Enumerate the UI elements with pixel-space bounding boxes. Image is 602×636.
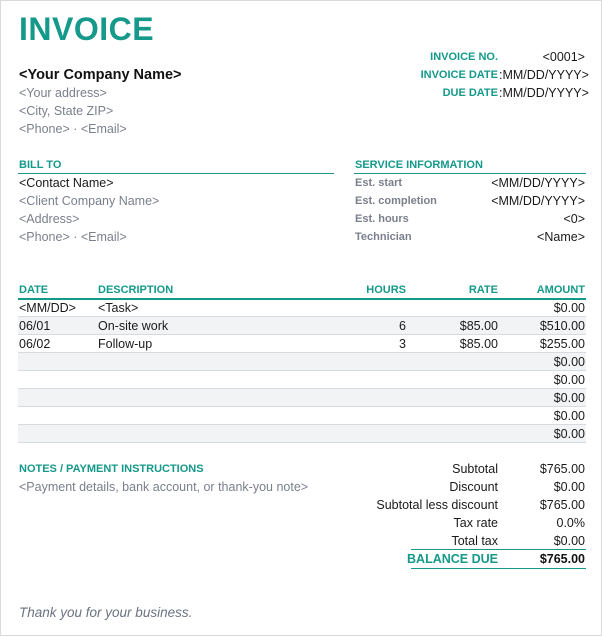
- item-amount: $0.00: [553, 391, 585, 405]
- balance-due-value: $765.00: [539, 552, 585, 566]
- item-amount: $0.00: [553, 427, 585, 441]
- table-row: [18, 389, 586, 407]
- column-header-hours: HOURS: [366, 284, 406, 296]
- bill-to-contact-name: <Contact Name>: [19, 176, 114, 190]
- table-row: [18, 317, 586, 335]
- invoice-number-label: INVOICE NO.: [430, 51, 498, 63]
- bill-to-rule: [18, 173, 334, 174]
- est-hours-label: Est. hours: [355, 213, 409, 225]
- item-date: 06/01: [19, 319, 51, 333]
- thank-you-note: Thank you for your business.: [19, 605, 193, 620]
- subtotal-label: Subtotal: [452, 462, 498, 476]
- table-row: [18, 425, 586, 443]
- balance-bottom-rule: [411, 568, 586, 569]
- item-rate: $85.00: [459, 319, 498, 333]
- discount-value: $0.00: [553, 480, 585, 494]
- bill-to-heading: BILL TO: [19, 159, 62, 171]
- discount-label: Discount: [449, 480, 498, 494]
- est-start-label: Est. start: [355, 177, 403, 189]
- tax-rate-value: 0.0%: [556, 516, 585, 530]
- subtotal-less-discount-label: Subtotal less discount: [376, 498, 498, 512]
- tax-rate-label: Tax rate: [453, 516, 498, 530]
- service-info-heading: SERVICE INFORMATION: [355, 159, 483, 171]
- total-tax-value: $0.00: [553, 534, 585, 548]
- balance-due-label: BALANCE DUE: [407, 552, 498, 566]
- est-hours-value: <0>: [563, 212, 585, 226]
- item-rate: $85.00: [459, 337, 498, 351]
- total-tax-label: Total tax: [451, 534, 498, 548]
- item-amount: $510.00: [539, 319, 585, 333]
- company-name: <Your Company Name>: [19, 67, 182, 83]
- row-divider: [18, 442, 586, 443]
- item-amount: $0.00: [553, 355, 585, 369]
- technician-value: <Name>: [537, 230, 585, 244]
- invoice-title: INVOICE: [19, 11, 155, 47]
- bill-to-address: <Address>: [19, 212, 80, 226]
- invoice-date-value: :MM/DD/YYYY>: [499, 68, 589, 82]
- item-description: Follow-up: [98, 337, 153, 351]
- notes-text: <Payment details, bank account, or thank-you note>: [19, 480, 309, 494]
- subtotal-less-discount-value: $765.00: [539, 498, 585, 512]
- table-row: [18, 407, 586, 425]
- item-amount: $255.00: [539, 337, 585, 351]
- est-completion-label: Est. completion: [355, 195, 437, 207]
- est-start-value: <MM/DD/YYYY>: [491, 176, 585, 190]
- item-amount: $0.00: [553, 409, 585, 423]
- item-amount: $0.00: [553, 301, 585, 315]
- balance-top-rule: [411, 549, 586, 550]
- table-row: [18, 353, 586, 371]
- item-date: 06/02: [19, 337, 51, 351]
- bill-to-company: <Client Company Name>: [19, 194, 160, 208]
- item-hours: 3: [399, 337, 406, 351]
- bill-to-contact: <Phone> · <Email>: [19, 230, 127, 244]
- item-amount: $0.00: [553, 373, 585, 387]
- column-header-rate: RATE: [468, 284, 498, 296]
- column-header-amount: AMOUNT: [536, 284, 585, 296]
- table-row: [18, 299, 586, 317]
- est-completion-value: <MM/DD/YYYY>: [491, 194, 585, 208]
- item-date: <MM/DD>: [19, 301, 76, 315]
- invoice-date-label: INVOICE DATE: [420, 69, 498, 81]
- item-description: On-site work: [98, 319, 169, 333]
- service-info-rule: [354, 173, 586, 174]
- technician-label: Technician: [355, 231, 412, 243]
- invoice-number-value: <0001>: [542, 50, 585, 64]
- item-description: <Task>: [98, 301, 139, 315]
- notes-heading: NOTES / PAYMENT INSTRUCTIONS: [19, 463, 204, 475]
- sender-address: <Your address>: [19, 86, 107, 100]
- table-row: [18, 335, 586, 353]
- due-date-label: DUE DATE: [442, 87, 498, 99]
- subtotal-value: $765.00: [539, 462, 585, 476]
- sender-contact: <Phone> · <Email>: [19, 122, 127, 136]
- column-header-description: DESCRIPTION: [98, 284, 174, 296]
- due-date-value: :MM/DD/YYYY>: [499, 86, 589, 100]
- sender-city: <City, State ZIP>: [19, 104, 114, 118]
- item-hours: 6: [399, 319, 406, 333]
- table-row: [18, 371, 586, 389]
- column-header-date: DATE: [19, 284, 49, 296]
